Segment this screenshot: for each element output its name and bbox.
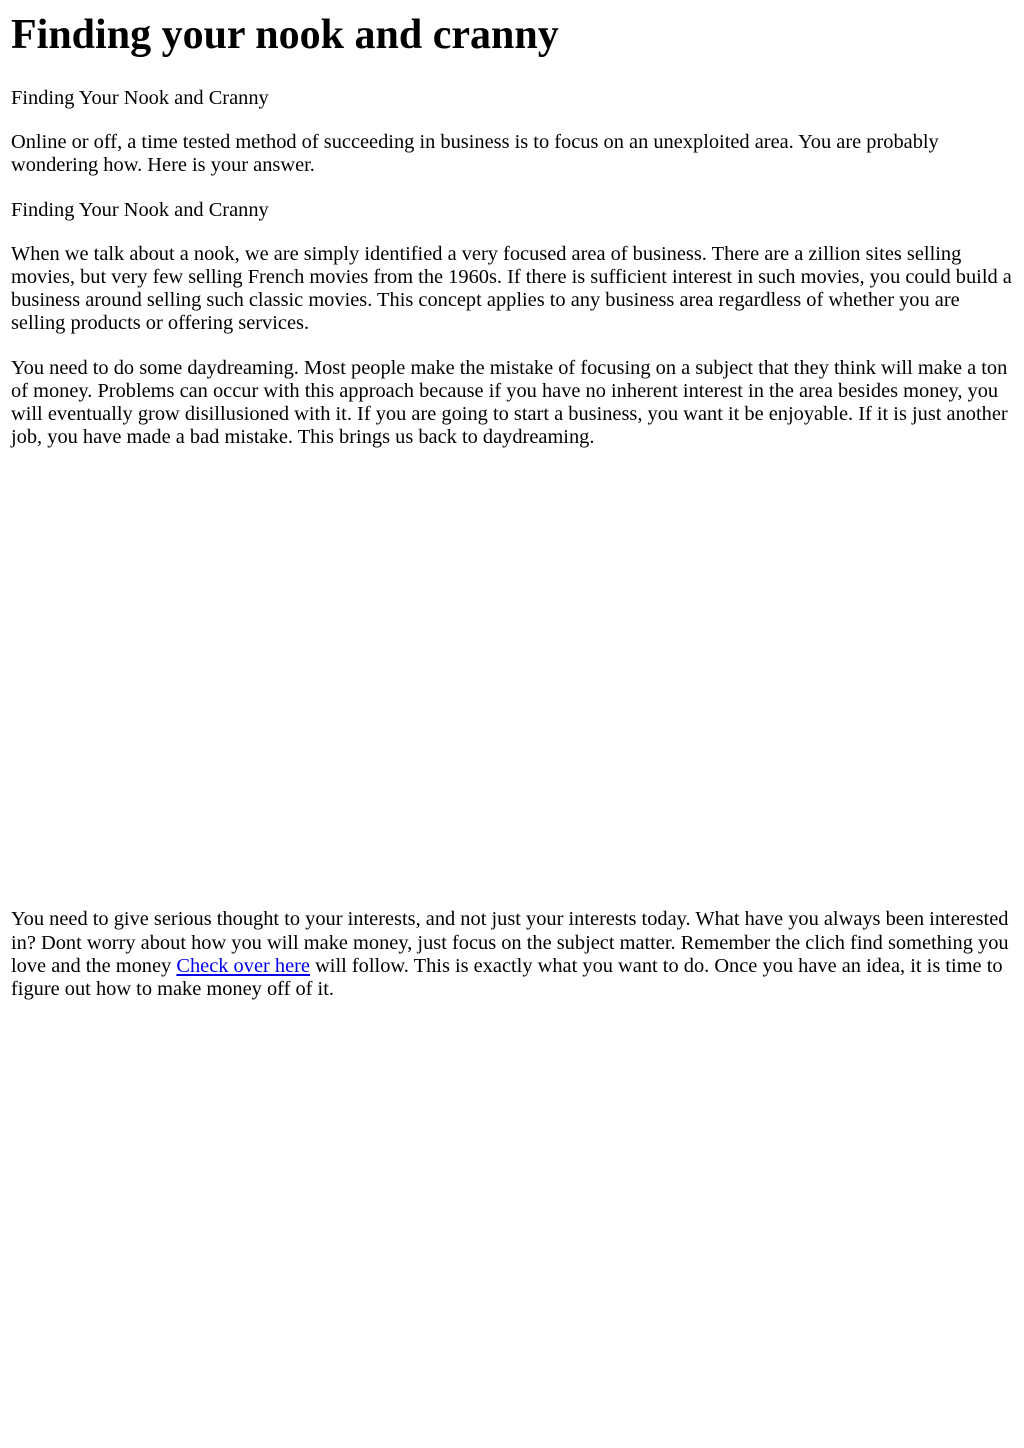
subheading-2: Finding Your Nook and Cranny: [11, 198, 269, 221]
interests-text-before-link: You need to give serious thought to your interests, and not just your interests today. What have you always been interested in? Dont worry about how you will make money, just focus on the subject matter. Remember the clich find something you love and the money: [11, 908, 1009, 977]
intro-paragraph: Online or off, a time tested method of succeeding in business is to focus on an unexploited area. You are probably wondering how. Here is your answer.: [11, 131, 939, 177]
blank-ad-space: [11, 449, 1013, 885]
interests-paragraph: [11, 908, 1013, 1001]
daydreaming-paragraph: You need to do some daydreaming. Most people make the mistake of focusing on a subject that they think will make a ton of money. Problems can occur with this approach because if you have no inherent interest in the area besides money, you will eventually grow disillusioned with it. If you are going to start a business, you want it be enjoyable. If it is just another job, you have made a bad mistake. This brings us back to daydreaming.: [11, 356, 1008, 449]
subheading-1: Finding Your Nook and Cranny: [11, 87, 269, 109]
page-title: Finding your nook and cranny: [11, 12, 559, 58]
check-over-here-link[interactable]: Check over here: [176, 954, 310, 977]
interests-text-after-link: will follow. This is exactly what you want to do. Once you have an idea, it is time to figure out how to make money off of it.: [11, 954, 1003, 1001]
nook-paragraph: When we talk about a nook, we are simply identified a very focused area of business. There are a zillion sites selling movies, but very few selling French movies from the 1960s. If there is sufficient interest in such movies, you could build a business around selling such classic movies. This concept applies to any business area regardless of whether you are selling products or offering services.: [11, 242, 1012, 335]
